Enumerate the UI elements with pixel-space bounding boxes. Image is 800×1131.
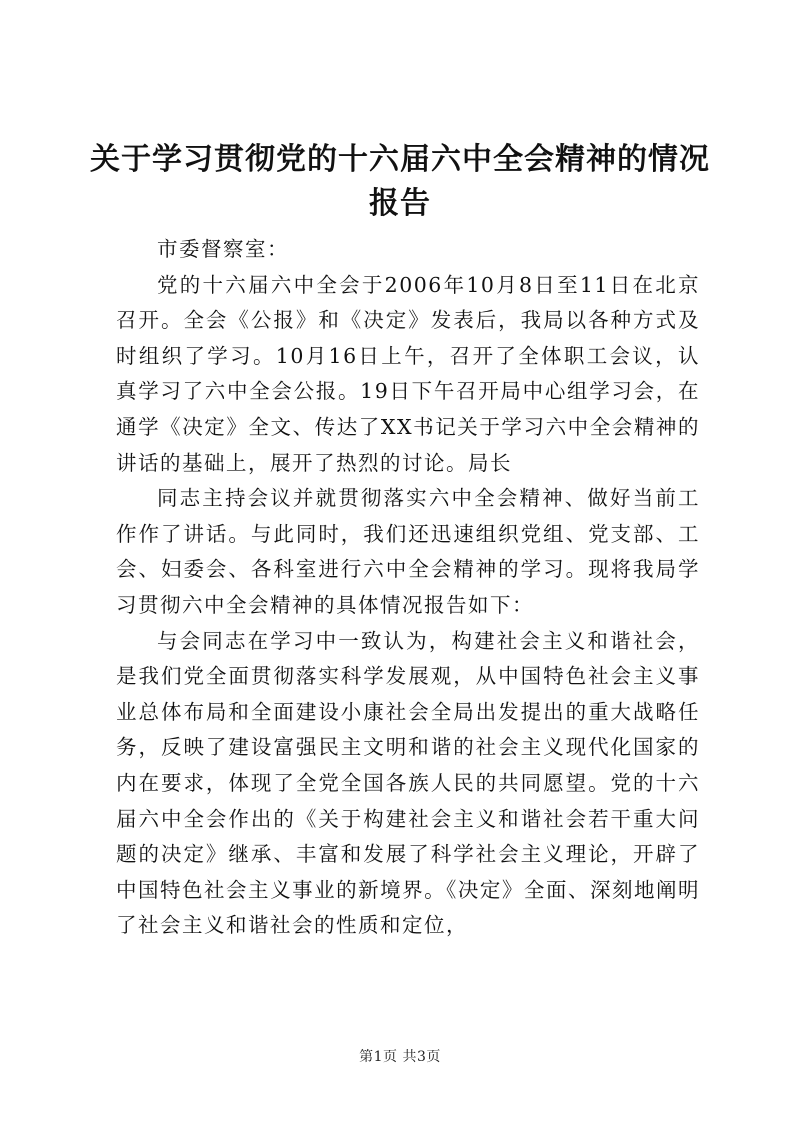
paragraph-3: 与会同志在学习中一致认为，构建社会主义和谐社会，是我们党全面贯彻落实科学发展观，从中国特色社会主义事业总体布局和全面建设小康社会全局出发提出的重大战略任务，反映了建设富强民主文明和谐的社会主义现代化国家的内在要求，体现了全党全国各族人民的共同愿望。党的十六届六中全会作出的《关于构建社会主义和谐社会若干重大问题的决定》继承、丰富和发展了科学社会主义理论，开辟了中国特色社会主义事业的新境界。《决定》全面、深刻地阐明了社会主义和谐社会的性质和定位， — [116, 628, 700, 938]
salutation: 市委督察室： — [157, 237, 289, 261]
paragraph-2: 同志主持会议并就贯彻落实六中全会精神、做好当前工作作了讲话。与此同时，我们还迅速组织党组、党支部、工会、妇委会、各科室进行六中全会精神的学习。现将我局学习贯彻六中全会精神的具体情况报告如下： — [116, 486, 700, 617]
paragraph-1: 党的十六届六中全会于2006年10月8日至11日在北京召开。全会《公报》和《决定》发表后，我局以各种方式及时组织了学习。10月16日上午，召开了全体职工会议，认真学习了六中全会公报。19日下午召开局中心组学习会，在通学《决定》全文、传达了XX书记关于学习六中全会精神的讲话的基础上，展开了热烈的讨论。局长 — [116, 272, 700, 475]
document-title: 关于学习贯彻党的十六届六中全会精神的情况报告 — [90, 142, 710, 221]
page-footer: 第1页 共3页 — [359, 1049, 441, 1065]
document-body — [116, 232, 700, 944]
